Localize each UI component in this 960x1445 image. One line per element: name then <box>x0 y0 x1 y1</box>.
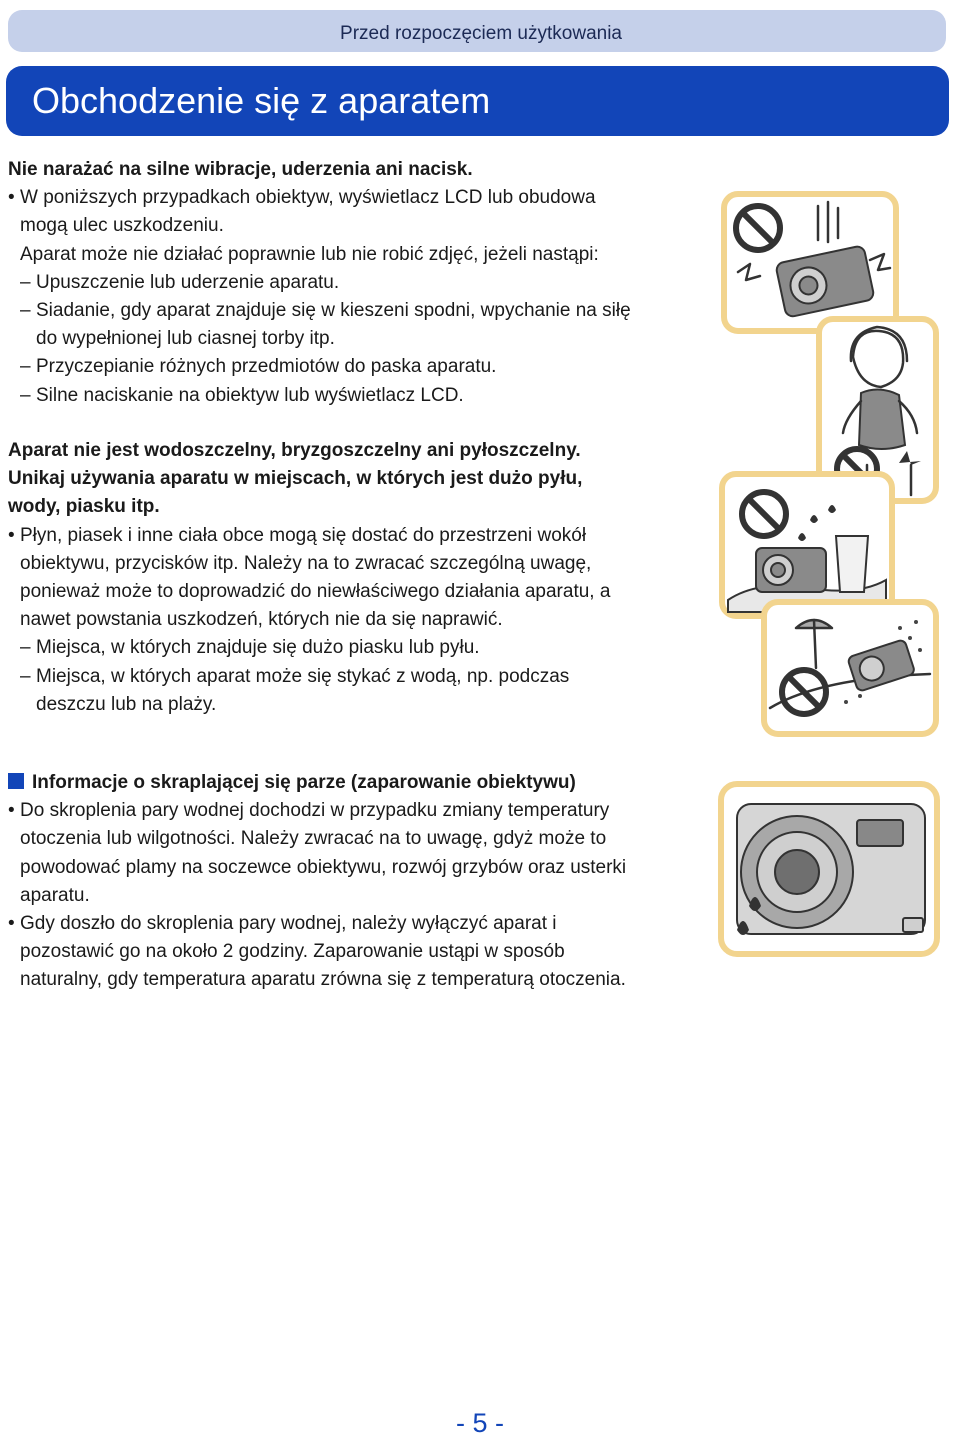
paragraph-line: W poniższych przypadkach obiektyw, wyświetlacz LCD lub obudowa <box>20 187 596 209</box>
paragraph-line: powodować plamy na soczewce obiektywu, rozwój grzybów oraz usterki <box>20 856 627 878</box>
paragraph-line: Płyn, piasek i inne ciała obce mogą się dostać do przestrzeni wokół <box>20 524 587 546</box>
page-number: - 5 - <box>455 1408 504 1438</box>
paragraph-line: Aparat może nie działać poprawnie lub nie robić zdjęć, jeżeli nastąpi: <box>20 243 599 265</box>
paragraph-line: ponieważ może to doprowadzić do niewłaściwego działania aparatu, a <box>20 581 611 603</box>
dash: – <box>20 665 31 687</box>
paragraph-line: naturalny, gdy temperatura aparatu zrówna się z temperaturą otoczenia. <box>20 969 626 991</box>
list-item: Upuszczenie lub uderzenie aparatu. <box>36 271 340 293</box>
dash: – <box>20 271 31 293</box>
paragraph-line: pozostawić go na około 2 godziny. Zaparowanie ustąpi w sposób <box>20 941 565 963</box>
section-condensation <box>8 769 713 995</box>
section-heading: Informacje o skraplającej się parze (zaparowanie obiektywu) <box>8 769 713 797</box>
list-item-continuation: do wypełnionej lub ciasnej torby itp. <box>36 328 335 350</box>
paragraph-line: nawet powstania uszkodzeń, których nie da się naprawić. <box>20 609 503 631</box>
list-item: Silne naciskanie na obiektyw lub wyświetlacz LCD. <box>36 384 464 406</box>
section-heading: Aparat nie jest wodoszczelny, bryzgoszczelny ani pyłoszczelny. <box>8 440 581 461</box>
section-heading: Nie narażać na silne wibracje, uderzenia ani nacisk. <box>8 159 473 180</box>
list-item-continuation: deszczu lub na plaży. <box>36 693 217 715</box>
bullet: • <box>8 187 15 209</box>
list-item: Miejsca, w których znajduje się dużo piasku lub pyłu. <box>36 637 480 659</box>
camera-condensation-icon <box>717 780 941 958</box>
paragraph-line: Gdy doszło do skroplenia pary wodnej, należy wyłączyć aparat i <box>20 913 557 935</box>
page-title: Obchodzenie się z aparatem <box>32 80 491 121</box>
bullet: • <box>8 524 15 546</box>
list-item: Miejsca, w których aparat może się stykać z wodą, np. podczas <box>36 665 570 687</box>
section-heading: Unikaj używania aparatu w miejscach, w których jest dużo pyłu, <box>8 468 583 490</box>
dash: – <box>20 356 31 378</box>
section-heading: wody, piasku itp. <box>8 496 160 518</box>
square-marker-icon <box>8 773 24 789</box>
dash: – <box>20 637 31 659</box>
paragraph-line: obiektywu, przycisków itp. Należy na to zwracać szczególną uwagę, <box>20 552 592 574</box>
bullet: • <box>8 913 15 935</box>
paragraph-line: otoczenia lub wilgotności. Należy zwracać na to uwagę, gdyż może to <box>20 828 607 850</box>
section-header: Przed rozpoczęciem użytkowania <box>340 23 622 44</box>
section-water <box>8 437 713 719</box>
dash: – <box>20 384 31 406</box>
section-impact <box>8 156 713 410</box>
paragraph-line: mogą ulec uszkodzeniu. <box>20 215 224 237</box>
camera-drop-icon <box>720 190 900 335</box>
paragraph-line: Do skroplenia pary wodnej dochodzi w przypadku zmiany temperatury <box>20 800 610 822</box>
list-item: Przyczepianie różnych przedmiotów do paska aparatu. <box>36 356 497 378</box>
camera-sand-icon <box>760 598 940 738</box>
list-item: Siadanie, gdy aparat znajduje się w kieszeni spodni, wpychanie na siłę <box>36 300 631 322</box>
paragraph-line: aparatu. <box>20 884 90 906</box>
dash: – <box>20 300 31 322</box>
bullet: • <box>8 800 15 822</box>
